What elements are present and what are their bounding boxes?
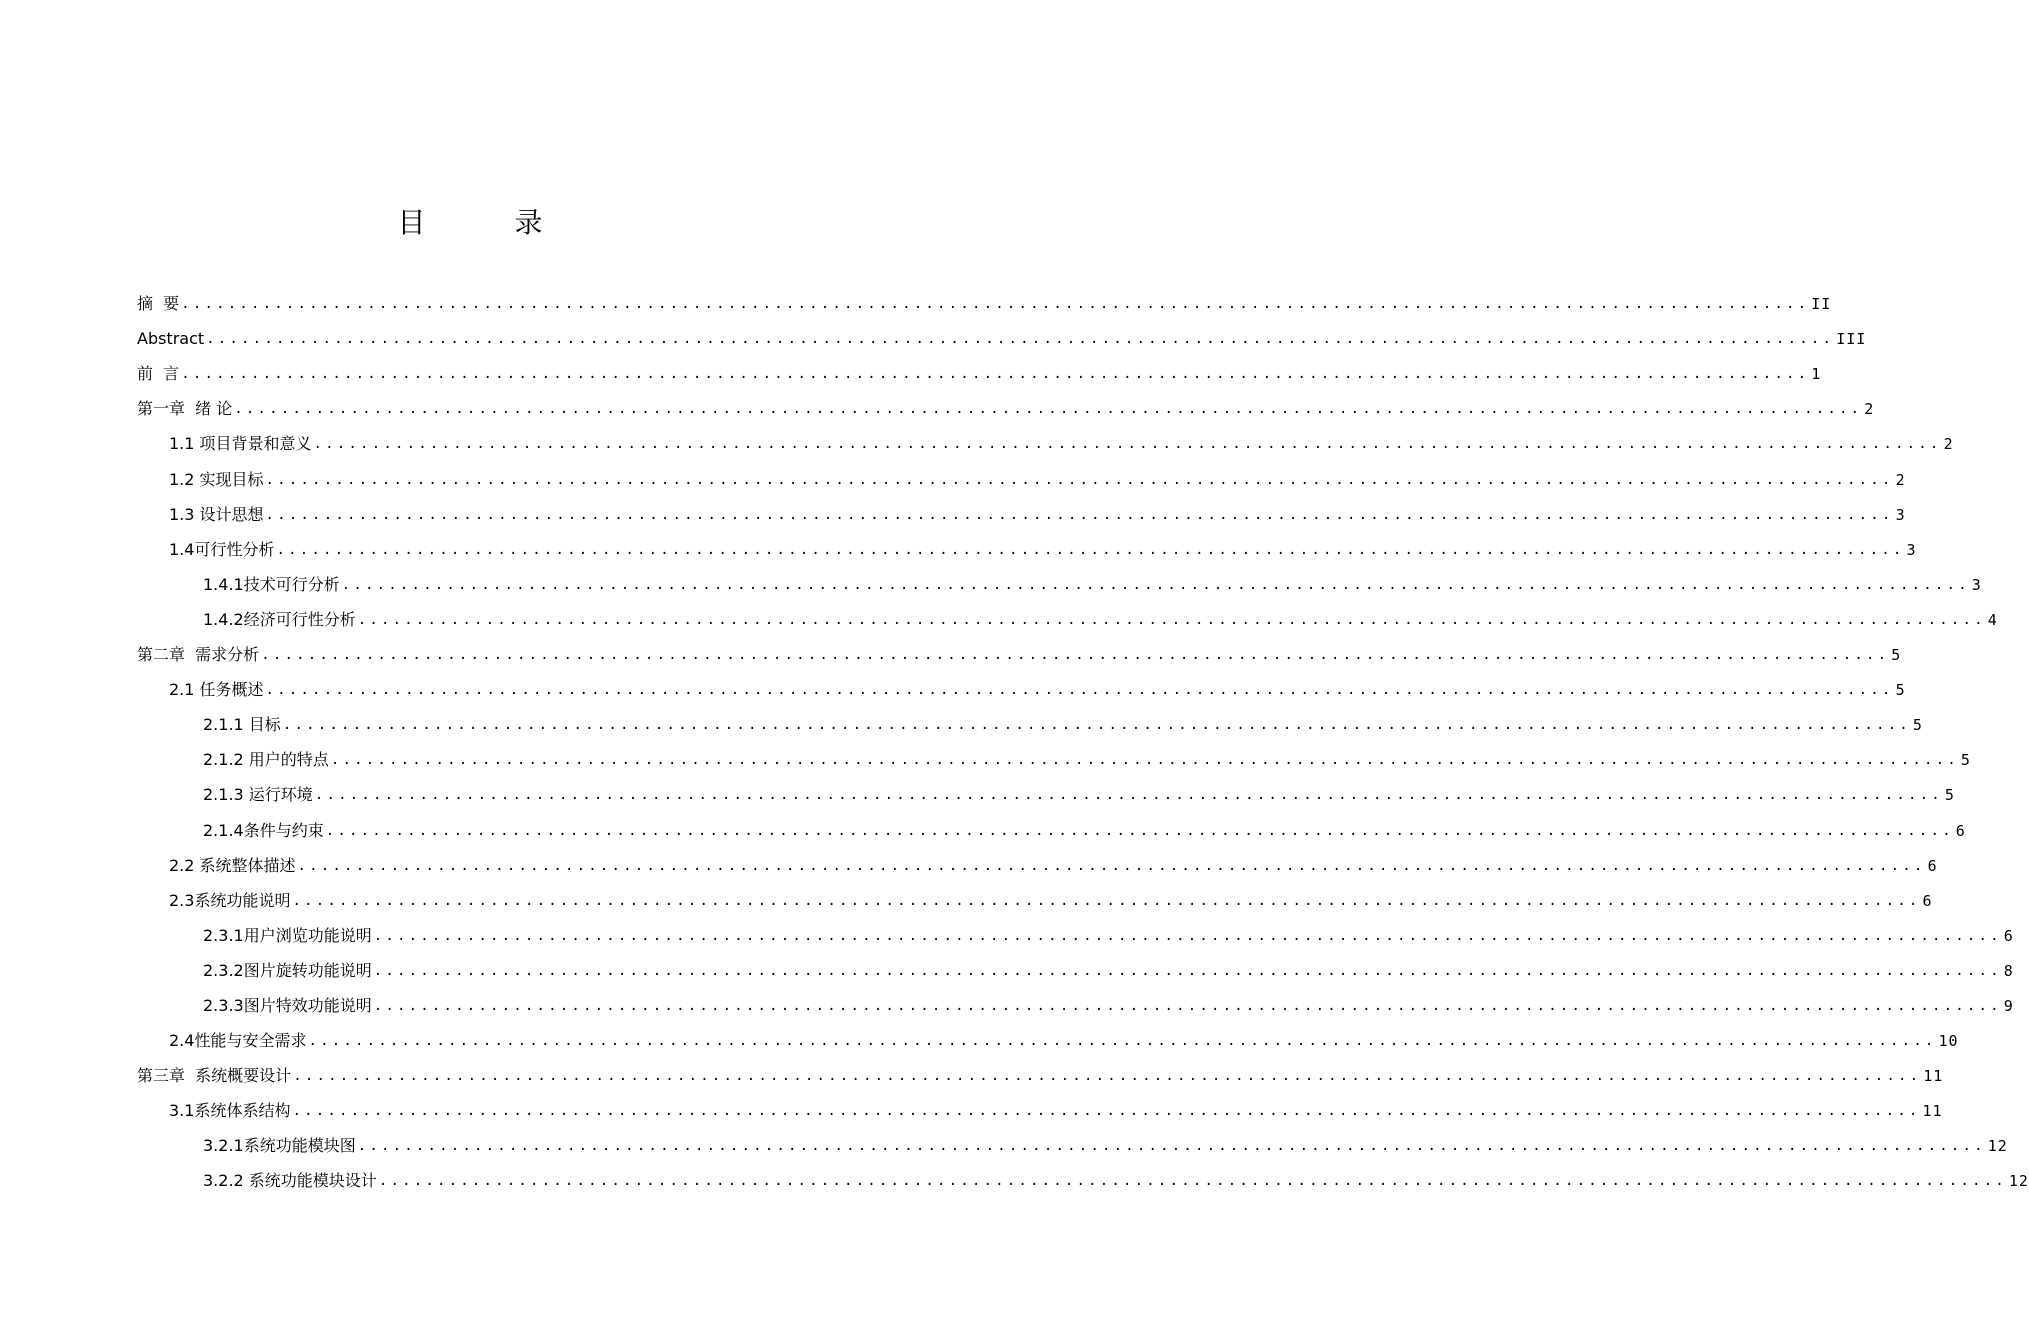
toc-leader-dots: ............................................................................................................................................ [325,822,1954,839]
toc-entry-label: 1.1 项目背景和意义 [169,434,312,454]
toc-entry-label: 第一章 绪 论 [137,399,233,419]
toc-leader-dots: ............................................................................................................................................ [373,997,2002,1014]
toc-leader-dots: ............................................................................................................................................ [297,857,1926,874]
toc-leader-dots: ............................................................................................................................................ [265,682,1894,699]
toc-entry-label: 前 言 [137,364,180,384]
toc-entry[interactable] [137,455,1906,490]
toc-entry-page-number: 3 [1971,575,1982,594]
toc-entry-page-number: 5 [1912,716,1923,735]
toc-entry-page-number: 6 [2003,926,2014,945]
toc-entry[interactable] [137,561,1982,596]
toc-entry[interactable] [137,1122,2008,1157]
toc-entry-label: 2.1.3 运行环境 [203,785,313,805]
toc-entry-page-number: 6 [1955,821,1966,840]
toc-entry-label: 摘 要 [137,294,180,314]
toc-entry-label: 1.4可行性分析 [169,539,275,559]
toc-leader-dots: ............................................................................................................................................ [282,717,1911,734]
toc-entry[interactable] [137,491,1906,526]
toc-entry[interactable] [137,315,1867,350]
toc-entry-page-number: II [1811,295,1832,314]
toc-leader-dots: ............................................................................................................................................ [234,401,1863,418]
toc-entry-label: 3.2.1系统功能模块图 [203,1136,356,1156]
toc-entry-page-number: III [1836,330,1867,349]
toc-list [137,280,2029,1192]
toc-entry-label: 2.3.2图片旋转功能说明 [203,960,372,980]
toc-entry-label: 2.1.1 目标 [203,715,281,735]
toc-leader-dots: ............................................................................................................................................ [181,366,1810,383]
toc-entry-page-number: 10 [1938,1032,1959,1051]
toc-entry-label: 2.4性能与安全需求 [169,1031,307,1051]
toc-entry-label: Abstract [137,329,205,349]
toc-entry[interactable] [137,385,1875,420]
toc-leader-dots: ............................................................................................................................................ [341,576,1970,593]
toc-entry-label: 第三章 系统概要设计 [137,1066,292,1086]
toc-entry[interactable] [137,631,1902,666]
toc-entry-label: 2.1 任务概述 [169,680,264,700]
toc-entry-page-number: 9 [2003,996,2014,1015]
toc-leader-dots: ............................................................................................................................................ [265,471,1894,488]
toc-leader-dots: ............................................................................................................................................ [314,787,1943,804]
toc-leader-dots: ............................................................................................................................................ [293,1068,1922,1085]
toc-entry-label: 2.2 系统整体描述 [169,855,296,875]
toc-entry[interactable] [137,1157,2029,1192]
toc-entry-page-number: 12 [1987,1137,2008,1156]
toc-entry[interactable] [137,526,1917,561]
toc-entry-page-number: 8 [2003,961,2014,980]
toc-entry-page-number: 6 [1922,891,1933,910]
toc-leader-dots: ............................................................................................................................................ [181,296,1810,313]
toc-entry[interactable] [137,666,1906,701]
toc-leader-dots: ............................................................................................................................................ [357,611,1986,628]
toc-entry[interactable] [137,912,2014,947]
toc-leader-dots: ............................................................................................................................................ [330,752,1959,769]
toc-entry-label: 2.3.3图片特效功能说明 [203,995,372,1015]
toc-entry[interactable] [137,947,2014,982]
toc-leader-dots: ............................................................................................................................................ [206,331,1835,348]
toc-entry-page-number: 2 [1895,470,1906,489]
toc-entry-label: 1.3 设计思想 [169,504,264,524]
toc-entry[interactable] [137,806,1966,841]
toc-entry-page-number: 11 [1922,1102,1943,1121]
toc-entry[interactable] [137,596,1998,631]
toc-leader-dots: ............................................................................................................................................ [357,1138,1986,1155]
toc-entry-label: 第二章 需求分析 [137,645,260,665]
toc-leader-dots: ............................................................................................................................................ [265,506,1894,523]
toc-entry-label: 2.1.4条件与约束 [203,820,324,840]
toc-entry-label: 2.1.2 用户的特点 [203,750,329,770]
toc-entry-page-number: 11 [1923,1067,1944,1086]
toc-entry-label: 3.1系统体系结构 [169,1101,291,1121]
toc-entry[interactable] [137,736,1971,771]
toc-entry[interactable] [137,350,1822,385]
toc-title: 目 录 [397,206,583,239]
toc-entry[interactable] [137,1017,1959,1052]
toc-leader-dots: ............................................................................................................................................ [378,1173,2007,1190]
toc-entry-label: 1.4.2经济可行性分析 [203,609,356,629]
toc-entry-page-number: 2 [1943,435,1954,454]
toc-leader-dots: ............................................................................................................................................ [313,436,1942,453]
toc-leader-dots: ............................................................................................................................................ [261,647,1890,664]
toc-entry[interactable] [137,1052,1944,1087]
toc-entry-label: 2.3.1用户浏览功能说明 [203,925,372,945]
toc-entry-label: 1.2 实现目标 [169,469,264,489]
toc-leader-dots: ............................................................................................................................................ [292,892,1921,909]
toc-entry-label: 1.4.1技术可行分析 [203,574,340,594]
toc-entry[interactable] [137,701,1923,736]
toc-entry-page-number: 4 [1987,610,1998,629]
toc-entry-page-number: 5 [1944,786,1955,805]
toc-entry[interactable] [137,1087,1943,1122]
toc-leader-dots: ............................................................................................................................................ [308,1033,1937,1050]
toc-entry-page-number: 6 [1927,856,1938,875]
toc-leader-dots: ............................................................................................................................................ [276,541,1905,558]
toc-leader-dots: ............................................................................................................................................ [373,962,2002,979]
toc-entry-page-number: 5 [1960,751,1971,770]
toc-entry-page-number: 3 [1906,540,1917,559]
toc-leader-dots: ............................................................................................................................................ [292,1103,1921,1120]
toc-entry-page-number: 5 [1891,646,1902,665]
toc-entry-page-number: 1 [1811,365,1822,384]
toc-entry[interactable] [137,982,2014,1017]
toc-entry-page-number: 12 [2008,1172,2029,1191]
toc-leader-dots: ............................................................................................................................................ [373,927,2002,944]
toc-entry-page-number: 2 [1864,400,1875,419]
toc-entry[interactable] [137,877,1933,912]
toc-entry-page-number: 3 [1895,505,1906,524]
toc-entry[interactable] [137,420,1954,455]
toc-entry-label: 3.2.2 系统功能模块设计 [203,1171,377,1191]
toc-entry-label: 2.3系统功能说明 [169,890,291,910]
toc-entry[interactable] [137,280,1832,315]
toc-entry[interactable] [137,842,1938,877]
toc-entry-page-number: 5 [1895,681,1906,700]
toc-entry[interactable] [137,771,1955,806]
